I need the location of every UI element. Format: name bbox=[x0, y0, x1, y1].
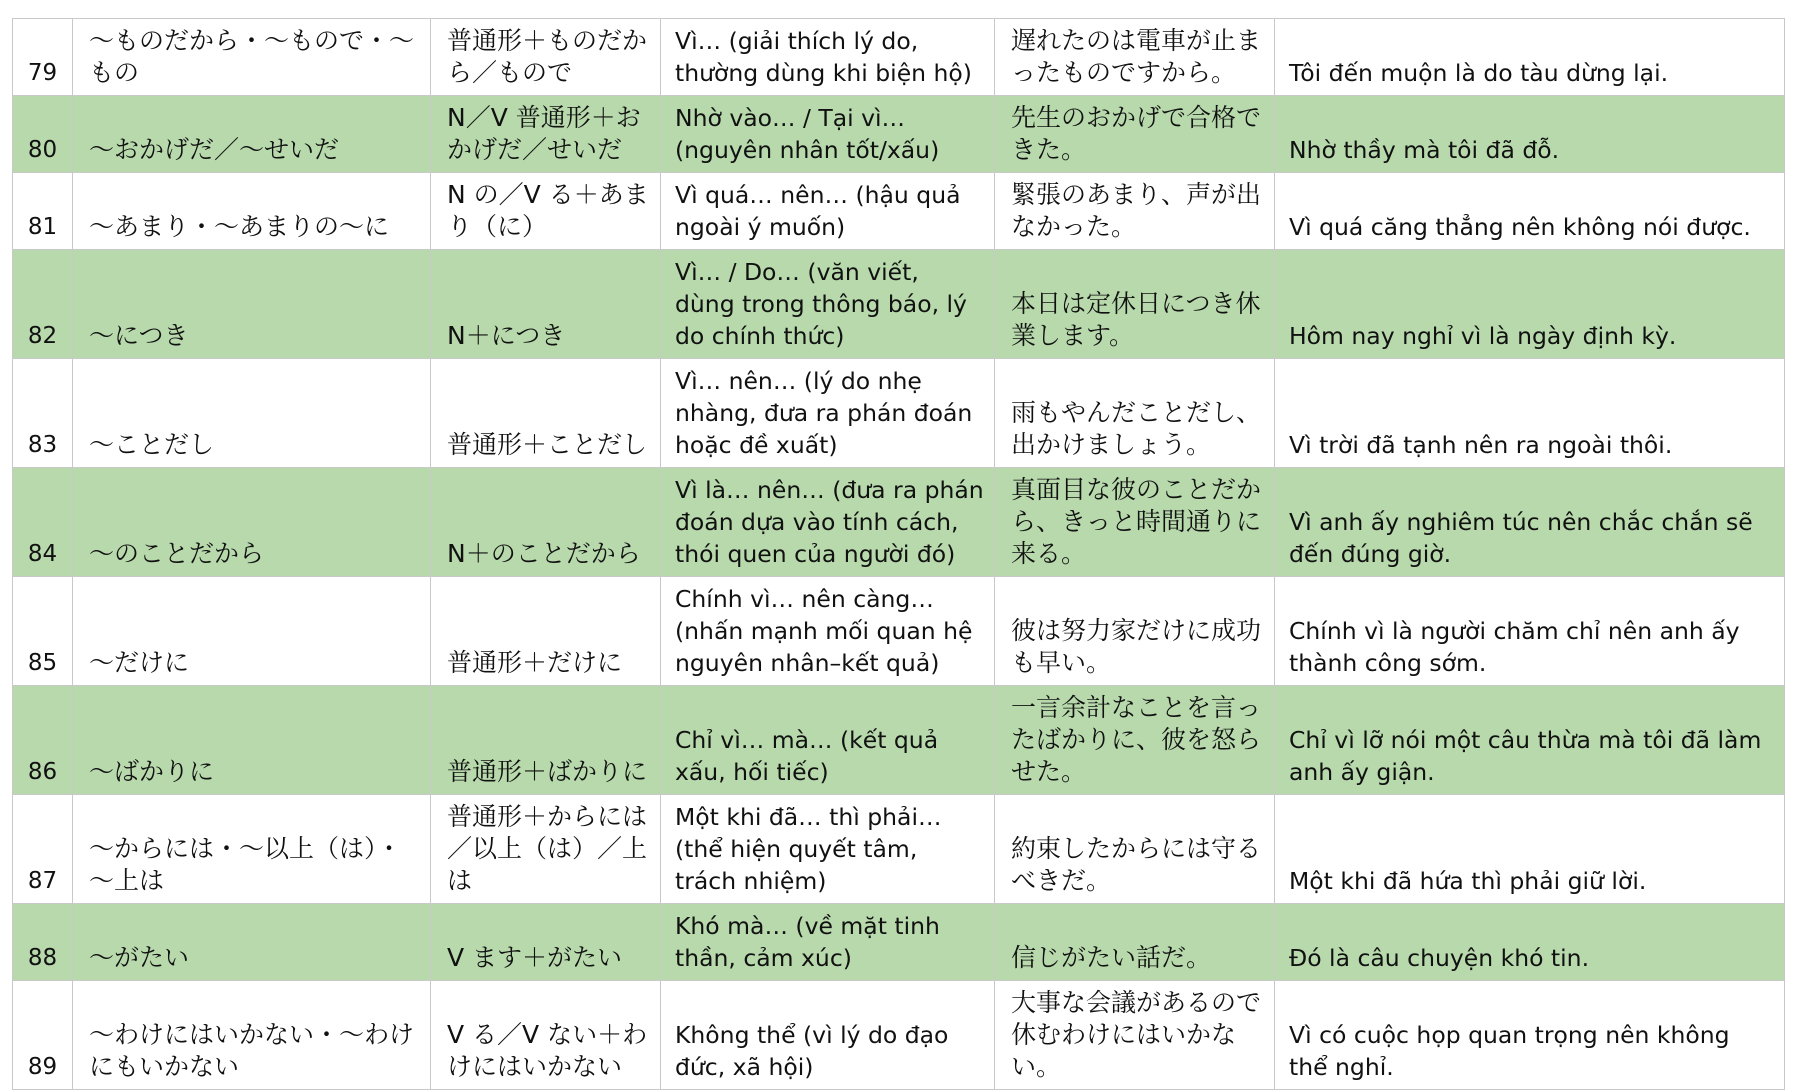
row-number: 89 bbox=[13, 981, 73, 1090]
grammar-pattern: ～おかげだ／～せいだ bbox=[73, 96, 431, 173]
row-number: 85 bbox=[13, 577, 73, 686]
grammar-pattern: ～わけにはいかない・～わけにもいかない bbox=[73, 981, 431, 1090]
grammar-pattern: ～ばかりに bbox=[73, 686, 431, 795]
row-number: 86 bbox=[13, 686, 73, 795]
grammar-meaning: Chỉ vì… mà… (kết quả xấu, hối tiếc) bbox=[661, 686, 995, 795]
table-row bbox=[13, 981, 1785, 1090]
grammar-meaning: Vì… / Do… (văn viết, dùng trong thông báo, lý do chính thức) bbox=[661, 250, 995, 359]
grammar-pattern: ～あまり・～あまりの～に bbox=[73, 173, 431, 250]
table-row bbox=[13, 359, 1785, 468]
example-sentence: 遅れたのは電車が止まったものですから。 bbox=[995, 19, 1275, 96]
example-sentence: 約束したからには守るべきだ。 bbox=[995, 795, 1275, 904]
grammar-form: V る／V ない＋わけにはいかない bbox=[431, 981, 661, 1090]
grammar-pattern: ～ものだから・～もので・～もの bbox=[73, 19, 431, 96]
row-number: 80 bbox=[13, 96, 73, 173]
example-translation: Hôm nay nghỉ vì là ngày định kỳ. bbox=[1275, 250, 1785, 359]
grammar-pattern: ～からには・～以上（は）・～上は bbox=[73, 795, 431, 904]
table-row bbox=[13, 795, 1785, 904]
grammar-meaning: Chính vì… nên càng… (nhấn mạnh mối quan hệ nguyên nhân–kết quả) bbox=[661, 577, 995, 686]
grammar-form: 普通形＋からには／以上（は）／上は bbox=[431, 795, 661, 904]
example-translation: Vì có cuộc họp quan trọng nên không thể nghỉ. bbox=[1275, 981, 1785, 1090]
row-number: 87 bbox=[13, 795, 73, 904]
grammar-meaning: Khó mà… (về mặt tinh thần, cảm xúc) bbox=[661, 904, 995, 981]
grammar-pattern: ～のことだから bbox=[73, 468, 431, 577]
table-row bbox=[13, 19, 1785, 96]
grammar-form: 普通形＋だけに bbox=[431, 577, 661, 686]
grammar-sheet bbox=[12, 18, 1784, 1090]
grammar-form: N＋につき bbox=[431, 250, 661, 359]
grammar-meaning: Vì là… nên… (đưa ra phán đoán dựa vào tính cách, thói quen của người đó) bbox=[661, 468, 995, 577]
grammar-meaning: Một khi đã… thì phải… (thể hiện quyết tâm, trách nhiệm) bbox=[661, 795, 995, 904]
example-translation: Một khi đã hứa thì phải giữ lời. bbox=[1275, 795, 1785, 904]
grammar-meaning: Không thể (vì lý do đạo đức, xã hội) bbox=[661, 981, 995, 1090]
grammar-meaning: Nhờ vào… / Tại vì… (nguyên nhân tốt/xấu) bbox=[661, 96, 995, 173]
example-sentence: 雨もやんだことだし、出かけましょう。 bbox=[995, 359, 1275, 468]
table-row bbox=[13, 173, 1785, 250]
example-translation: Chỉ vì lỡ nói một câu thừa mà tôi đã làm anh ấy giận. bbox=[1275, 686, 1785, 795]
grammar-form: N の／V る＋あまり（に） bbox=[431, 173, 661, 250]
row-number: 84 bbox=[13, 468, 73, 577]
example-translation: Tôi đến muộn là do tàu dừng lại. bbox=[1275, 19, 1785, 96]
table-row bbox=[13, 96, 1785, 173]
example-translation: Đó là câu chuyện khó tin. bbox=[1275, 904, 1785, 981]
row-number: 81 bbox=[13, 173, 73, 250]
row-number: 83 bbox=[13, 359, 73, 468]
grammar-meaning: Vì quá… nên… (hậu quả ngoài ý muốn) bbox=[661, 173, 995, 250]
example-sentence: 大事な会議があるので休むわけにはいかない。 bbox=[995, 981, 1275, 1090]
table-row bbox=[13, 904, 1785, 981]
example-sentence: 彼は努力家だけに成功も早い。 bbox=[995, 577, 1275, 686]
grammar-form: 普通形＋ばかりに bbox=[431, 686, 661, 795]
grammar-form: N＋のことだから bbox=[431, 468, 661, 577]
table-row bbox=[13, 577, 1785, 686]
example-translation: Vì quá căng thẳng nên không nói được. bbox=[1275, 173, 1785, 250]
example-sentence: 本日は定休日につき休業します。 bbox=[995, 250, 1275, 359]
example-sentence: 信じがたい話だ。 bbox=[995, 904, 1275, 981]
grammar-meaning: Vì… (giải thích lý do, thường dùng khi biện hộ) bbox=[661, 19, 995, 96]
grammar-form: N／V 普通形＋おかげだ／せいだ bbox=[431, 96, 661, 173]
example-translation: Nhờ thầy mà tôi đã đỗ. bbox=[1275, 96, 1785, 173]
grammar-form: 普通形＋ことだし bbox=[431, 359, 661, 468]
row-number: 79 bbox=[13, 19, 73, 96]
row-number: 82 bbox=[13, 250, 73, 359]
grammar-pattern: ～だけに bbox=[73, 577, 431, 686]
example-translation: Vì anh ấy nghiêm túc nên chắc chắn sẽ đến đúng giờ. bbox=[1275, 468, 1785, 577]
grammar-pattern: ～がたい bbox=[73, 904, 431, 981]
example-sentence: 先生のおかげで合格できた。 bbox=[995, 96, 1275, 173]
example-sentence: 緊張のあまり、声が出なかった。 bbox=[995, 173, 1275, 250]
table-row bbox=[13, 686, 1785, 795]
example-sentence: 一言余計なことを言ったばかりに、彼を怒らせた。 bbox=[995, 686, 1275, 795]
grammar-pattern: ～ことだし bbox=[73, 359, 431, 468]
example-sentence: 真面目な彼のことだから、きっと時間通りに来る。 bbox=[995, 468, 1275, 577]
example-translation: Chính vì là người chăm chỉ nên anh ấy thành công sớm. bbox=[1275, 577, 1785, 686]
grammar-form: 普通形＋ものだから／もので bbox=[431, 19, 661, 96]
table-row bbox=[13, 468, 1785, 577]
table-row bbox=[13, 250, 1785, 359]
example-translation: Vì trời đã tạnh nên ra ngoài thôi. bbox=[1275, 359, 1785, 468]
row-number: 88 bbox=[13, 904, 73, 981]
grammar-form: V ます＋がたい bbox=[431, 904, 661, 981]
grammar-pattern: ～につき bbox=[73, 250, 431, 359]
grammar-meaning: Vì… nên… (lý do nhẹ nhàng, đưa ra phán đoán hoặc đề xuất) bbox=[661, 359, 995, 468]
grammar-table bbox=[12, 18, 1785, 1090]
